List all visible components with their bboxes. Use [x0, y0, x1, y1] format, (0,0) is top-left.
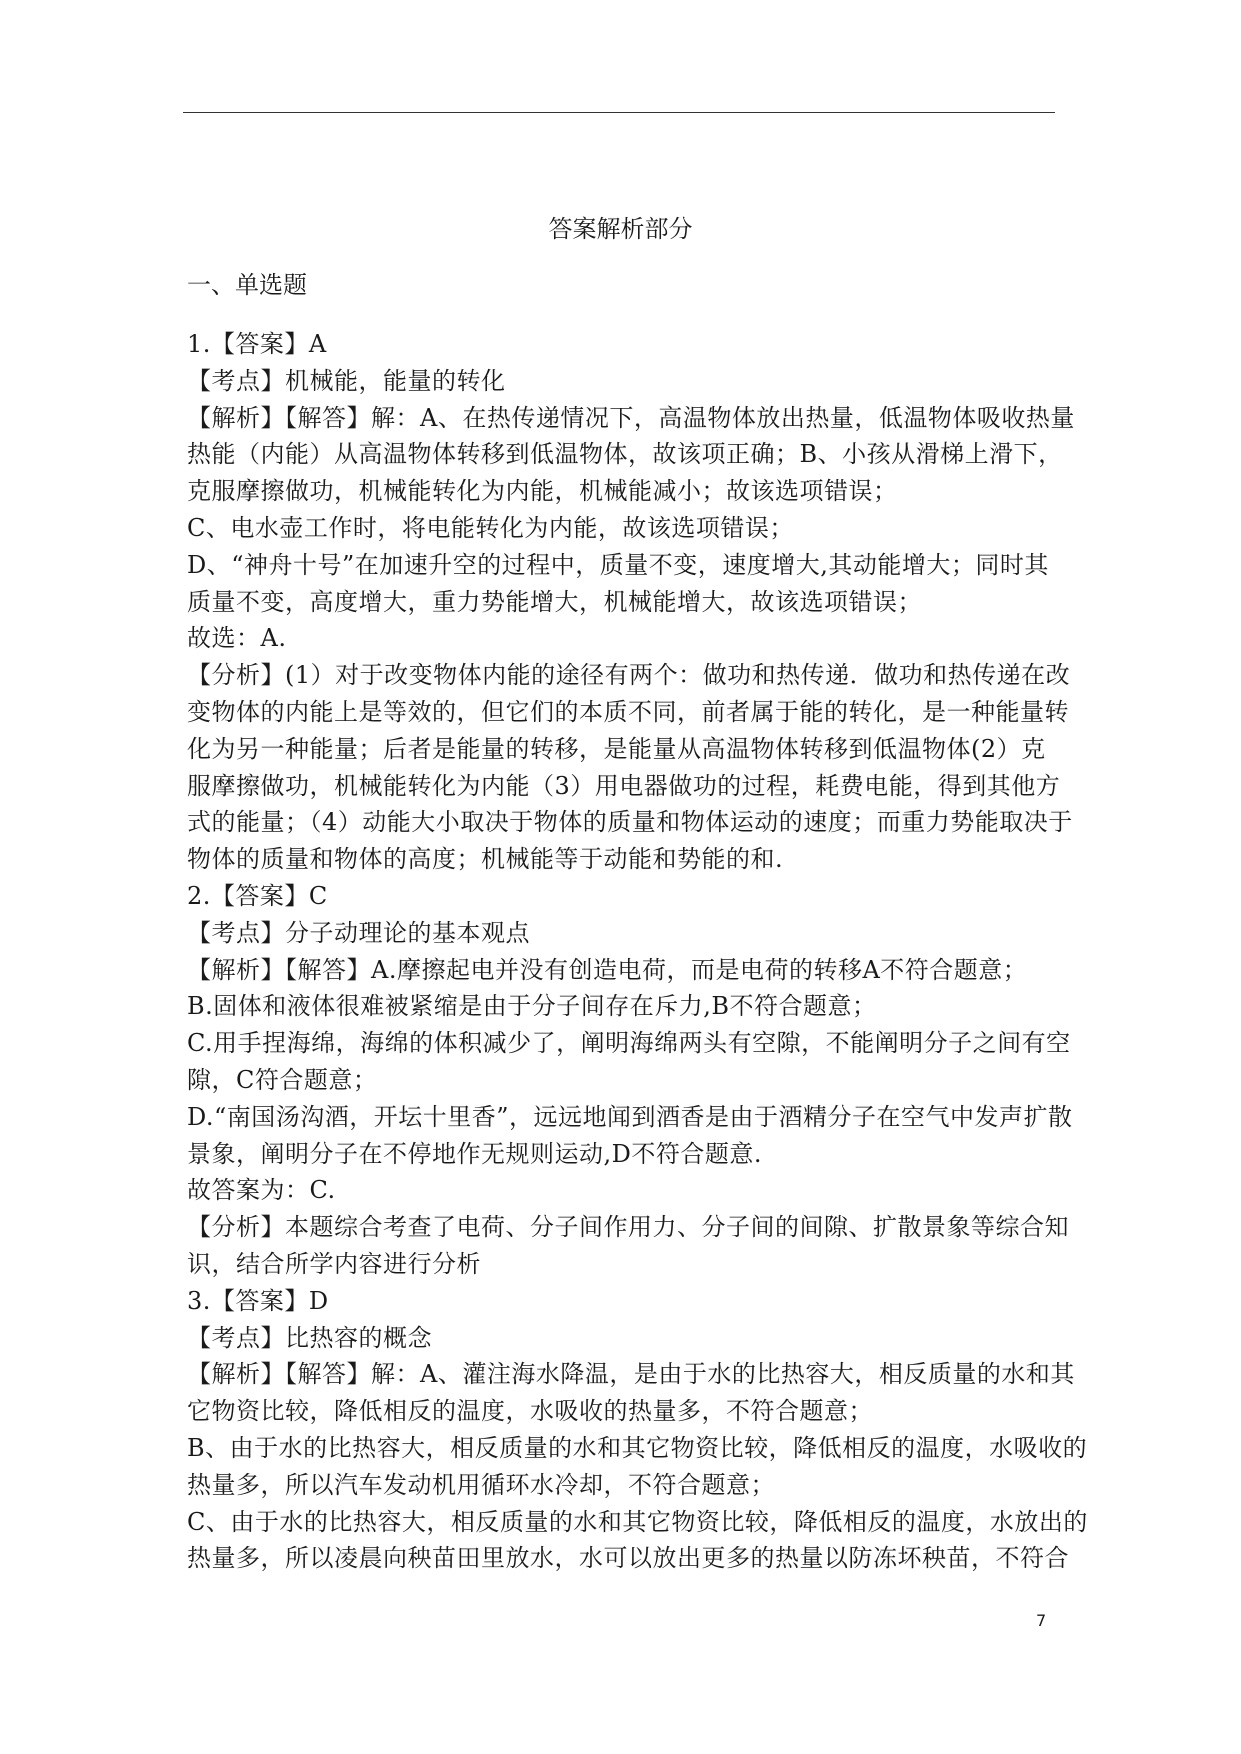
text-line: 热能（内能）从高温物体转移到低温物体，故该项正确；B、小孩从滑梯上滑下，: [187, 440, 1063, 469]
text-line: D.“南国汤沟酒，开坛十里香”，远远地闻到酒香是由于酒精分子在空气中发声扩散: [187, 1102, 1073, 1131]
text-line: 2.【答案】C: [187, 881, 328, 910]
text-line: 它物资比较，降低相反的温度，水吸收的热量多，不符合题意；: [187, 1397, 873, 1426]
text-line: 热量多，所以凌晨向秧苗田里放水，水可以放出更多的热量以防冻坏秧苗，不符合: [187, 1544, 1069, 1573]
subsection-title: 一、单选题: [187, 271, 307, 299]
text-line: 识，结合所学内容进行分析: [187, 1249, 481, 1278]
text-line: 隙，C符合题意；: [187, 1065, 378, 1094]
text-line: 【解析】【解答】解：A、灌注海水降温，是由于水的比热容大，相反质量的水和其: [187, 1360, 1075, 1389]
text-line: 1.【答案】A: [187, 330, 327, 358]
text-line: 【考点】比热容的概念: [187, 1323, 432, 1352]
text-line: 故选：A.: [187, 624, 287, 653]
text-line: 故答案为：C.: [187, 1176, 336, 1205]
section-title: 答案解析部分: [548, 215, 693, 243]
text-line: 【考点】机械能，能量的转化: [187, 366, 506, 395]
body-text: [187, 326, 1087, 1577]
text-line: C、电水壶工作时，将电能转化为内能，故该选项错误；: [187, 513, 794, 542]
text-line: 3.【答案】D: [187, 1286, 329, 1315]
text-line: 【解析】【解答】A.摩擦起电并没有创造电荷，而是电荷的转移A不符合题意；: [187, 955, 1028, 984]
text-line: 服摩擦做功，机械能转化为内能（3）用电器做功的过程，耗费电能，得到其他方: [187, 771, 1061, 800]
text-line: C.用手捏海绵，海绵的体积减少了，阐明海绵两头有空隙，不能阐明分子之间有空: [187, 1029, 1071, 1058]
text-line: 【考点】分子动理论的基本观点: [187, 918, 530, 947]
text-line: 热量多，所以汽车发动机用循环水冷却，不符合题意；: [187, 1470, 775, 1499]
text-line: C、由于水的比热容大，相反质量的水和其它物资比较，降低相反的温度，水放出的: [187, 1507, 1088, 1536]
text-line: B、由于水的比热容大，相反质量的水和其它物资比较，降低相反的温度，水吸收的: [187, 1433, 1088, 1462]
text-line: D、“神舟十号”在加速升空的过程中，质量不变，速度增大,其动能增大；同时其: [187, 550, 1049, 579]
text-line: 物体的质量和物体的高度；机械能等于动能和势能的和.: [187, 845, 784, 874]
text-line: 变物体的内能上是等效的，但它们的本质不同，前者属于能的转化，是一种能量转: [187, 697, 1069, 726]
text-line: 景象，阐明分子在不停地作无规则运动,D不符合题意.: [187, 1139, 762, 1168]
text-line: 质量不变，高度增大，重力势能增大，机械能增大，故该选项错误；: [187, 587, 922, 616]
text-line: 【分析】本题综合考查了电荷、分子间作用力、分子间的间隙、扩散景象等综合知: [187, 1213, 1069, 1242]
text-line: 【解析】【解答】解：A、在热传递情况下，高温物体放出热量，低温物体吸收热量: [187, 403, 1075, 432]
text-line: 克服摩擦做功，机械能转化为内能，机械能减小；故该选项错误；: [187, 477, 898, 506]
text-line: 【分析】(1）对于改变物体内能的途径有两个：做功和热传递．做功和热传递在改: [187, 661, 1071, 690]
text-line: 化为另一种能量；后者是能量的转移，是能量从高温物体转移到低温物体(2）克: [187, 734, 1046, 763]
text-line: B.固体和液体很难被紧缩是由于分子间存在斥力,B不符合题意；: [187, 992, 877, 1021]
header-rule: [183, 112, 1055, 113]
text-line: 式的能量；（4）动能大小取决于物体的质量和物体运动的速度；而重力势能取决于: [187, 808, 1073, 837]
page-number: 7: [1036, 1611, 1047, 1630]
